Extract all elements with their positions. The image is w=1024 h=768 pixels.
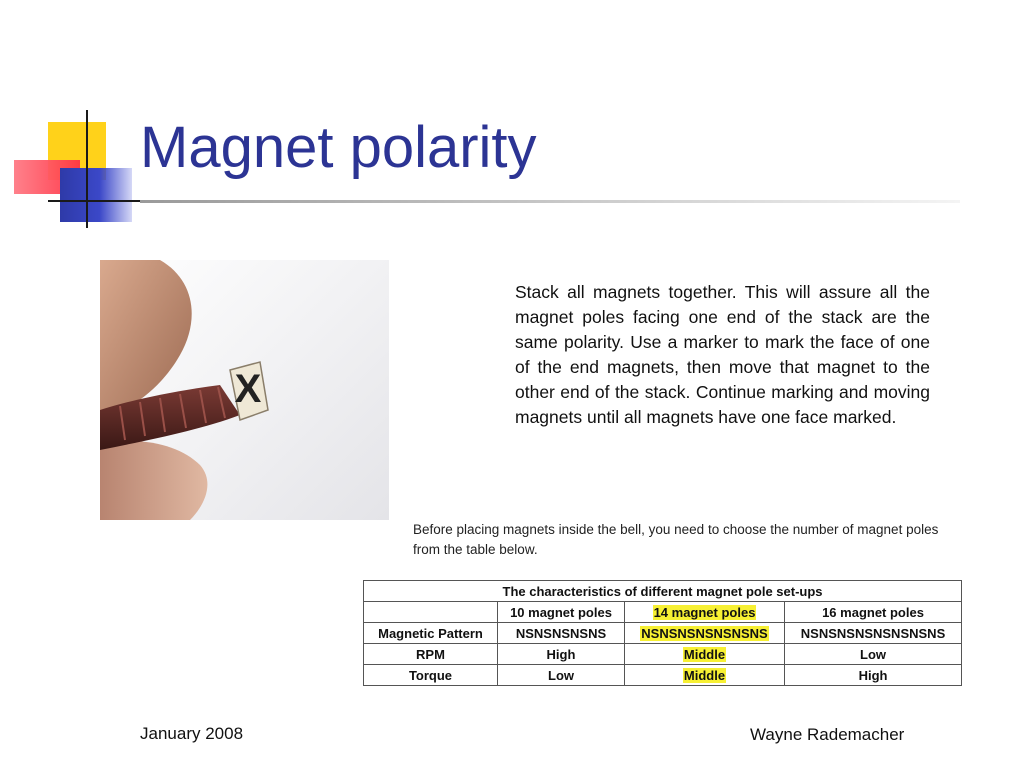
row-label-pattern: Magnetic Pattern <box>364 623 498 644</box>
table-row <box>364 665 962 686</box>
table-header-row <box>364 602 962 623</box>
magnet-pole-table <box>363 580 962 686</box>
magnet-stack-illustration <box>100 260 389 520</box>
header-14-poles-text: 14 magnet poles <box>653 604 756 620</box>
photo-mark-x: X <box>234 367 262 411</box>
header-14-poles <box>625 602 785 623</box>
cell-pattern-10: NSNSNSNSNS <box>498 623 625 644</box>
table-intro-text: Before placing magnets inside the bell, you need to choose the number of magnet poles from the table below. <box>413 522 939 557</box>
cell-rpm-14-text: Middle <box>683 646 726 662</box>
footer-date: January 2008 <box>140 724 244 743</box>
decor-blue-square <box>60 168 132 222</box>
cell-torque-16: High <box>785 665 962 686</box>
cell-torque-14-text: Middle <box>683 667 726 683</box>
table-row <box>364 644 962 665</box>
slide-title: Magnet polarity <box>140 115 537 180</box>
table-row <box>364 623 962 644</box>
decor-horizontal-line <box>48 200 140 202</box>
magnet-stack-photo <box>100 260 389 520</box>
header-cell-empty <box>364 602 498 623</box>
decor-vertical-line <box>86 110 88 228</box>
cell-pattern-16: NSNSNSNSNSNSNSNS <box>785 623 962 644</box>
cell-torque-10: Low <box>498 665 625 686</box>
cell-torque-14 <box>625 665 785 686</box>
table-caption-row <box>364 581 962 602</box>
row-label-torque: Torque <box>364 665 498 686</box>
cell-pattern-14-text: NSNSNSNSNSNSNS <box>641 625 768 641</box>
cell-rpm-16: Low <box>785 644 962 665</box>
cell-rpm-10: High <box>498 644 625 665</box>
header-10-poles: 10 magnet poles <box>498 602 625 623</box>
cell-rpm-14 <box>625 644 785 665</box>
instructions-paragraph: Stack all magnets together. This will assure all the magnet poles facing one end of the stack are the same polarity. Use a marker to mark the face of one of the end magnets, then move that magnet to the other end of the stack. Continue marking and moving magnets until all magnets have one face marked. <box>515 282 930 427</box>
header-16-poles: 16 magnet poles <box>785 602 962 623</box>
cell-pattern-14 <box>625 623 785 644</box>
title-underline <box>140 200 960 203</box>
table-caption: The characteristics of different magnet pole set-ups <box>364 581 962 602</box>
footer-author: Wayne Rademacher <box>750 725 905 744</box>
row-label-rpm: RPM <box>364 644 498 665</box>
